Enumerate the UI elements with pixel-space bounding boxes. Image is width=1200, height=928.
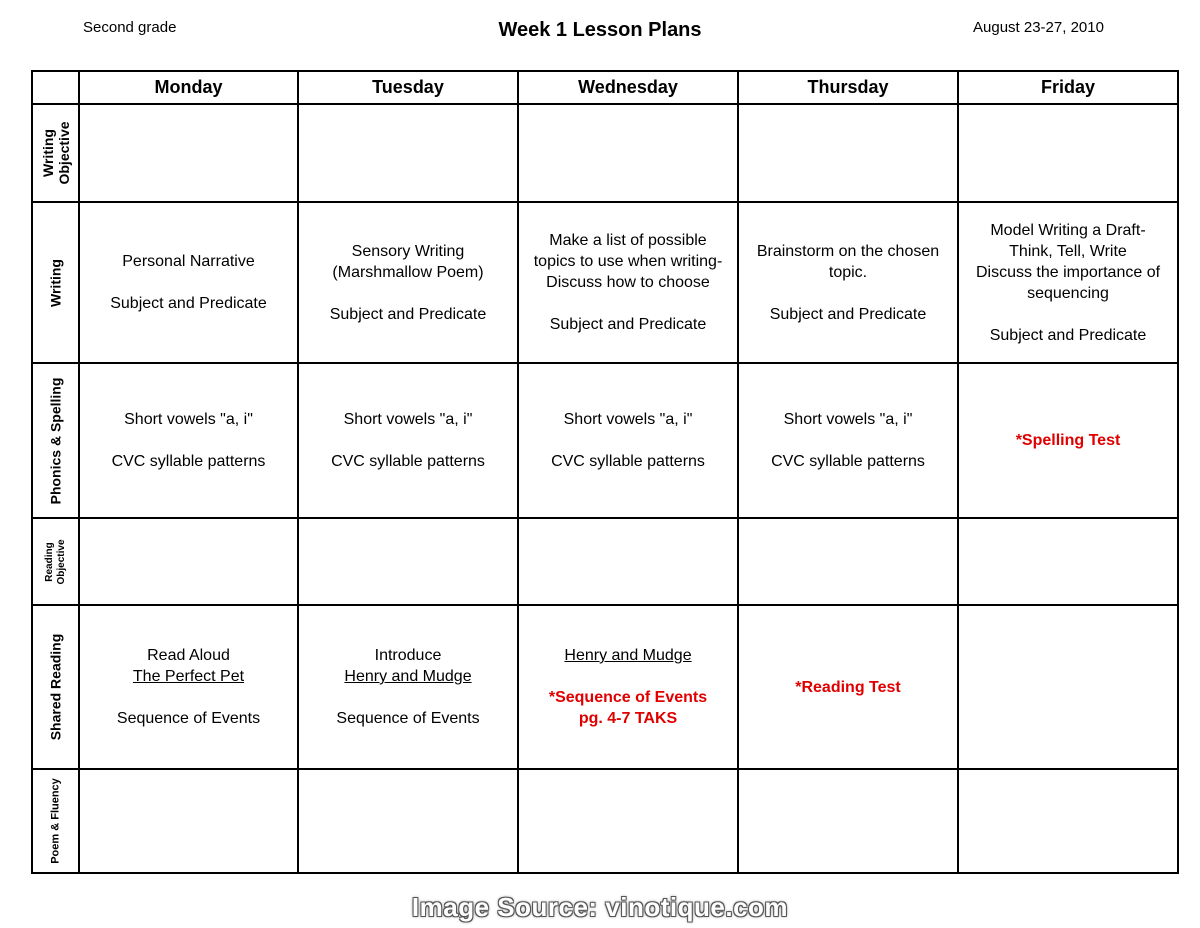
row-label-poem-fluency [32,769,79,873]
cell-reading-objective-fri [958,518,1178,605]
row-shared-reading [32,605,1178,769]
row-label-reading-objective [32,518,79,605]
cell-writing-objective-wed [518,104,738,202]
cell-reading-objective-tue [298,518,518,605]
cell-line: Short vowels "a, i" [343,411,473,428]
cell-line: Read Aloud [147,647,230,664]
cell-line: Subject and Predicate [549,316,707,333]
row-label-line: Writing [39,129,56,177]
page-title: Week 1 Lesson Plans [498,19,702,41]
cell-writing-fri [958,202,1178,363]
cell-line: Short vowels "a, i" [783,411,913,428]
lesson-plan-table [31,70,1179,874]
cell-poem-fluency-fri [958,769,1178,873]
cell-shared-reading-fri [958,605,1178,769]
cell-line: Discuss how to choose [546,274,710,291]
cell-phonics-fri [958,363,1178,518]
cell-writing-mon [79,202,298,363]
row-label-line: Objective [55,538,67,585]
date-range: August 23-27, 2010 [973,19,1104,36]
book-title: Henry and Mudge [344,668,472,685]
cell-poem-fluency-mon [79,769,298,873]
cell-line: Introduce [374,647,442,664]
cell-line: Personal Narrative [122,253,255,270]
cell-writing-objective-thu [738,104,958,202]
row-label-shared-reading [32,605,79,769]
corner-cell [32,71,79,104]
cell-writing-objective-fri [958,104,1178,202]
book-title: Henry and Mudge [564,647,692,664]
row-label-writing-objective [32,104,79,202]
cell-shared-reading-tue [298,605,518,769]
cell-line: CVC syllable patterns [111,453,266,470]
cell-reading-objective-mon [79,518,298,605]
cell-line: (Marshmallow Poem) [332,263,484,281]
cell-line: Make a list of possible [549,232,707,249]
taks-pages-note: pg. 4-7 TAKS [578,710,678,727]
reading-test-note: *Reading Test [795,678,901,696]
day-thursday: Thursday [738,71,958,104]
row-label-line: Objective [55,121,72,185]
cell-poem-fluency-thu [738,769,958,873]
day-tuesday: Tuesday [298,71,518,104]
cell-line: CVC syllable patterns [551,453,705,470]
cell-reading-objective-thu [738,518,958,605]
cell-writing-wed [518,202,738,363]
row-reading-objective [32,518,1178,605]
cell-line: Discuss the importance of [975,263,1161,281]
cell-line: Short vowels "a, i" [563,411,693,428]
row-label-line: Reading [43,541,55,582]
row-label-text: Writing [47,258,63,307]
sequence-test-note: *Sequence of Events [548,689,708,706]
cell-line: Sequence of Events [116,710,261,727]
cell-writing-objective-tue [298,104,518,202]
cell-poem-fluency-tue [298,769,518,873]
row-writing [32,202,1178,363]
row-phonics-spelling [32,363,1178,518]
cell-reading-objective-wed [518,518,738,605]
cell-line: sequencing [1027,284,1109,302]
row-label-phonics-spelling [32,363,79,518]
cell-line: Subject and Predicate [989,326,1147,344]
cell-phonics-mon [79,363,298,518]
cell-line: CVC syllable patterns [331,453,485,470]
grade-label: Second grade [83,19,177,36]
cell-line: CVC syllable patterns [771,453,925,470]
day-wednesday: Wednesday [518,71,738,104]
cell-line: Subject and Predicate [769,305,927,323]
cell-line: topics to use when writing- [533,253,723,270]
cell-line: Sensory Writing [351,242,465,260]
cell-phonics-tue [298,363,518,518]
row-poem-fluency [32,769,1178,873]
cell-phonics-wed [518,363,738,518]
page-header [0,0,1200,70]
image-source-watermark: Image Source: vinotique.com [411,892,789,922]
cell-line: Sequence of Events [336,710,480,727]
cell-writing-thu [738,202,958,363]
day-friday: Friday [958,71,1178,104]
cell-phonics-thu [738,363,958,518]
cell-shared-reading-wed [518,605,738,769]
row-label-text: Phonics & Spelling [47,377,63,504]
day-monday: Monday [79,71,298,104]
cell-writing-objective-mon [79,104,298,202]
row-writing-objective [32,104,1178,202]
cell-line: topic. [828,263,868,281]
row-label-text: Shared Reading [47,633,63,741]
cell-line: Brainstorm on the chosen [756,242,940,260]
cell-line: Subject and Predicate [329,305,487,323]
row-label-text: Poem & Fluency [49,778,61,864]
spelling-test-note: *Spelling Test [1015,432,1121,449]
cell-line: Think, Tell, Write [1009,242,1127,260]
day-header-row [32,71,1178,104]
cell-writing-tue [298,202,518,363]
cell-poem-fluency-wed [518,769,738,873]
row-label-writing [32,202,79,363]
cell-line: Short vowels "a, i" [124,411,253,428]
cell-line: Subject and Predicate [110,295,267,312]
cell-line: Model Writing a Draft- [990,221,1146,239]
cell-shared-reading-thu [738,605,958,769]
cell-shared-reading-mon [79,605,298,769]
book-title: The Perfect Pet [132,668,245,685]
